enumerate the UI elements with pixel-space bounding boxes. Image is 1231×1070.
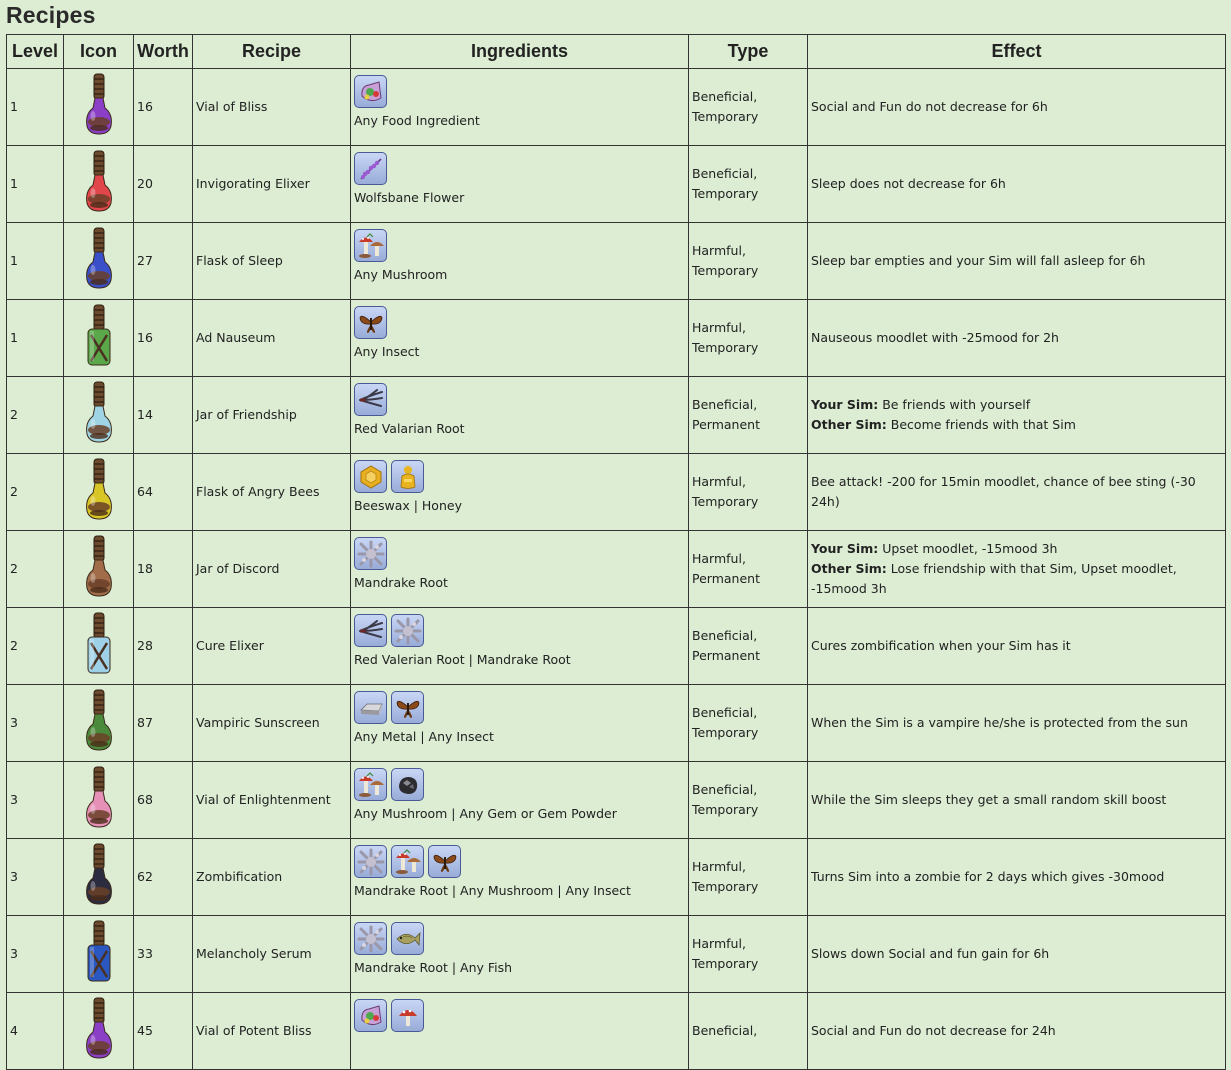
recipe-name: Jar of Discord — [193, 531, 351, 608]
effect-text: Be friends with yourself — [878, 397, 1031, 412]
type-cell — [689, 839, 808, 916]
effect-line — [811, 472, 1222, 512]
ingredients-cell — [351, 993, 689, 1070]
worth-cell: 45 — [134, 993, 193, 1070]
effect-line — [811, 713, 1222, 733]
ingredients-cell — [351, 146, 689, 223]
type-line: Beneficial, — [692, 782, 758, 797]
level-cell: 3 — [7, 685, 64, 762]
effect-cell — [808, 916, 1226, 993]
effect-line — [811, 790, 1222, 810]
type-line: Harmful, Temporary — [692, 474, 759, 509]
type-line: Permanent — [692, 571, 760, 586]
worth-cell: 87 — [134, 685, 193, 762]
effect-line — [811, 539, 1222, 559]
type-cell — [689, 223, 808, 300]
type-line: Temporary — [692, 186, 759, 201]
table-row — [7, 916, 1226, 993]
effect-cell — [808, 223, 1226, 300]
level-cell: 3 — [7, 839, 64, 916]
mandrake-icon[interactable] — [354, 845, 387, 878]
type-cell — [689, 531, 808, 608]
potion-icon — [64, 608, 134, 685]
type-line: Beneficial, — [692, 166, 758, 181]
header-recipe: Recipe — [193, 35, 351, 69]
effect-text: Bee attack! -200 for 15min moodlet, chance of bee sting (-30 24h) — [811, 474, 1196, 509]
insect-icon[interactable] — [428, 845, 461, 878]
mandrake-icon[interactable] — [391, 614, 424, 647]
type-cell — [689, 69, 808, 146]
type-cell — [689, 608, 808, 685]
potion-icon — [64, 223, 134, 300]
level-cell: 2 — [7, 454, 64, 531]
effect-cell — [808, 531, 1226, 608]
ingredients-cell — [351, 839, 689, 916]
worth-cell: 28 — [134, 608, 193, 685]
level-cell: 1 — [7, 223, 64, 300]
potion-icon — [64, 69, 134, 146]
recipe-name: Invigorating Elixer — [193, 146, 351, 223]
level-cell: 1 — [7, 146, 64, 223]
potion-icon — [64, 762, 134, 839]
level-cell: 3 — [7, 916, 64, 993]
table-row — [7, 146, 1226, 223]
ingredients-label: Red Valarian Root — [354, 421, 465, 436]
worth-cell: 27 — [134, 223, 193, 300]
table-row — [7, 69, 1226, 146]
effect-text: Social and Fun do not decrease for 6h — [811, 99, 1048, 114]
effect-target-label: Your Sim: — [811, 397, 879, 412]
effect-target-label: Other Sim: — [811, 417, 887, 432]
table-row — [7, 993, 1226, 1070]
effect-text: Cures zombification when your Sim has it — [811, 638, 1071, 653]
ingredients-cell — [351, 916, 689, 993]
mandrake-icon[interactable] — [354, 922, 387, 955]
effect-text: Turns Sim into a zombie for 2 days which gives -30mood — [811, 869, 1165, 884]
type-line: Temporary — [692, 725, 759, 740]
type-line: Temporary — [692, 802, 759, 817]
type-line: Beneficial, — [692, 89, 758, 104]
effect-line — [811, 251, 1222, 271]
recipe-name: Zombification — [193, 839, 351, 916]
recipe-name: Jar of Friendship — [193, 377, 351, 454]
effect-line — [811, 174, 1222, 194]
recipe-name: Melancholy Serum — [193, 916, 351, 993]
recipe-name: Flask of Angry Bees — [193, 454, 351, 531]
effect-text: Sleep does not decrease for 6h — [811, 176, 1006, 191]
effect-text: Sleep bar empties and your Sim will fall asleep for 6h — [811, 253, 1146, 268]
header-icon: Icon — [64, 35, 134, 69]
mushroom-icon[interactable] — [354, 229, 387, 262]
type-line: Beneficial, — [692, 705, 758, 720]
worth-cell: 16 — [134, 300, 193, 377]
ingredients-cell — [351, 608, 689, 685]
food-ingredient-icon[interactable] — [354, 75, 387, 108]
mushroom-small-icon[interactable] — [391, 999, 424, 1032]
effect-line — [811, 559, 1222, 599]
effect-cell — [808, 69, 1226, 146]
potion-icon — [64, 839, 134, 916]
potion-icon — [64, 993, 134, 1070]
potion-icon — [64, 300, 134, 377]
table-row — [7, 223, 1226, 300]
recipes-table — [6, 34, 1226, 1070]
effect-text: Lose friendship with that Sim, Upset moodlet, -15mood 3h — [811, 561, 1177, 596]
effect-line — [811, 415, 1222, 435]
table-row — [7, 300, 1226, 377]
potion-icon — [64, 454, 134, 531]
ingredients-label: Any Metal | Any Insect — [354, 729, 494, 744]
effect-cell — [808, 839, 1226, 916]
level-cell: 1 — [7, 300, 64, 377]
effect-line — [811, 1021, 1222, 1041]
effect-cell — [808, 454, 1226, 531]
recipe-name: Flask of Sleep — [193, 223, 351, 300]
type-cell — [689, 146, 808, 223]
page-title: Recipes — [6, 2, 96, 28]
type-line: Beneficial, — [692, 1023, 758, 1038]
ingredients-cell — [351, 531, 689, 608]
ingredients-label: Red Valerian Root | Mandrake Root — [354, 652, 571, 667]
type-line: Harmful, Temporary — [692, 243, 759, 278]
header-ingredients: Ingredients — [351, 35, 689, 69]
ingredients-label: Any Mushroom | Any Gem or Gem Powder — [354, 806, 617, 821]
header-row — [7, 35, 1226, 69]
table-row — [7, 685, 1226, 762]
fish-icon[interactable] — [391, 922, 424, 955]
mushroom-icon[interactable] — [391, 845, 424, 878]
mushroom-icon[interactable] — [354, 768, 387, 801]
type-cell — [689, 300, 808, 377]
effect-text: Slows down Social and fun gain for 6h — [811, 946, 1050, 961]
effect-line — [811, 328, 1222, 348]
ingredients-cell — [351, 454, 689, 531]
recipe-name: Cure Elixer — [193, 608, 351, 685]
type-line: Harmful, Temporary — [692, 936, 759, 971]
level-cell: 3 — [7, 762, 64, 839]
type-cell — [689, 916, 808, 993]
table-row — [7, 608, 1226, 685]
header-worth: Worth — [134, 35, 193, 69]
root-icon[interactable] — [354, 383, 387, 416]
ingredients-cell — [351, 685, 689, 762]
recipe-name: Vampiric Sunscreen — [193, 685, 351, 762]
ingredients-cell — [351, 762, 689, 839]
table-row — [7, 377, 1226, 454]
header-effect: Effect — [808, 35, 1226, 69]
ingredients-label: Mandrake Root | Any Fish — [354, 960, 513, 975]
food-ingredient-icon[interactable] — [354, 999, 387, 1032]
effect-text: Social and Fun do not decrease for 24h — [811, 1023, 1056, 1038]
insect-icon[interactable] — [391, 691, 424, 724]
level-cell: 1 — [7, 69, 64, 146]
type-cell — [689, 685, 808, 762]
type-line: Permanent — [692, 417, 760, 432]
honey-icon[interactable] — [391, 460, 424, 493]
insect-icon[interactable] — [354, 306, 387, 339]
worth-cell: 64 — [134, 454, 193, 531]
level-cell: 4 — [7, 993, 64, 1070]
potion-icon — [64, 916, 134, 993]
effect-cell — [808, 993, 1226, 1070]
effect-cell — [808, 146, 1226, 223]
ingredients-cell — [351, 223, 689, 300]
type-cell — [689, 454, 808, 531]
worth-cell: 14 — [134, 377, 193, 454]
effect-cell — [808, 377, 1226, 454]
header-level: Level — [7, 35, 64, 69]
metal-icon[interactable] — [354, 691, 387, 724]
recipe-name: Ad Nauseum — [193, 300, 351, 377]
type-line: Permanent — [692, 648, 760, 663]
effect-text: While the Sim sleeps they get a small random skill boost — [811, 792, 1167, 807]
gem-icon[interactable] — [391, 768, 424, 801]
type-cell — [689, 762, 808, 839]
table-row — [7, 839, 1226, 916]
effect-text: Become friends with that Sim — [886, 417, 1076, 432]
recipe-name: Vial of Enlightenment — [193, 762, 351, 839]
ingredients-label: Any Food Ingredient — [354, 113, 480, 128]
effect-target-label: Your Sim: — [811, 541, 879, 556]
mandrake-icon[interactable] — [354, 537, 387, 570]
effect-text: When the Sim is a vampire he/she is protected from the sun — [811, 715, 1188, 730]
ingredients-label: Beeswax | Honey — [354, 498, 462, 513]
ingredients-cell — [351, 69, 689, 146]
worth-cell: 18 — [134, 531, 193, 608]
ingredients-label: Any Mushroom — [354, 267, 448, 282]
recipe-name: Vial of Bliss — [193, 69, 351, 146]
effect-cell — [808, 685, 1226, 762]
table-row — [7, 531, 1226, 608]
ingredients-cell — [351, 300, 689, 377]
effect-cell — [808, 608, 1226, 685]
level-cell: 2 — [7, 377, 64, 454]
wolfsbane-icon[interactable] — [354, 152, 387, 185]
ingredients-label: Mandrake Root — [354, 575, 448, 590]
level-cell: 2 — [7, 531, 64, 608]
potion-icon — [64, 685, 134, 762]
effect-target-label: Other Sim: — [811, 561, 887, 576]
worth-cell: 62 — [134, 839, 193, 916]
ingredients-label: Mandrake Root | Any Mushroom | Any Insect — [354, 883, 631, 898]
type-line: Harmful, Temporary — [692, 320, 759, 355]
beeswax-icon[interactable] — [354, 460, 387, 493]
potion-icon — [64, 146, 134, 223]
effect-text: Upset moodlet, -15mood 3h — [878, 541, 1058, 556]
root-icon[interactable] — [354, 614, 387, 647]
table-row — [7, 762, 1226, 839]
worth-cell: 16 — [134, 69, 193, 146]
recipe-name: Vial of Potent Bliss — [193, 993, 351, 1070]
effect-line — [811, 867, 1222, 887]
header-type: Type — [689, 35, 808, 69]
type-line: Beneficial, — [692, 397, 758, 412]
effect-line — [811, 97, 1222, 117]
ingredients-cell — [351, 377, 689, 454]
type-line: Temporary — [692, 109, 759, 124]
type-line: Harmful, — [692, 551, 746, 566]
level-cell: 2 — [7, 608, 64, 685]
effect-text: Nauseous moodlet with -25mood for 2h — [811, 330, 1059, 345]
worth-cell: 33 — [134, 916, 193, 993]
type-cell — [689, 377, 808, 454]
potion-icon — [64, 531, 134, 608]
worth-cell: 68 — [134, 762, 193, 839]
effect-line — [811, 395, 1222, 415]
type-cell — [689, 993, 808, 1070]
effect-line — [811, 944, 1222, 964]
type-line: Harmful, Temporary — [692, 859, 759, 894]
ingredients-label: Any Insect — [354, 344, 420, 359]
worth-cell: 20 — [134, 146, 193, 223]
effect-cell — [808, 300, 1226, 377]
table-row — [7, 454, 1226, 531]
type-line: Beneficial, — [692, 628, 758, 643]
effect-cell — [808, 762, 1226, 839]
ingredients-label: Wolfsbane Flower — [354, 190, 465, 205]
effect-line — [811, 636, 1222, 656]
potion-icon — [64, 377, 134, 454]
